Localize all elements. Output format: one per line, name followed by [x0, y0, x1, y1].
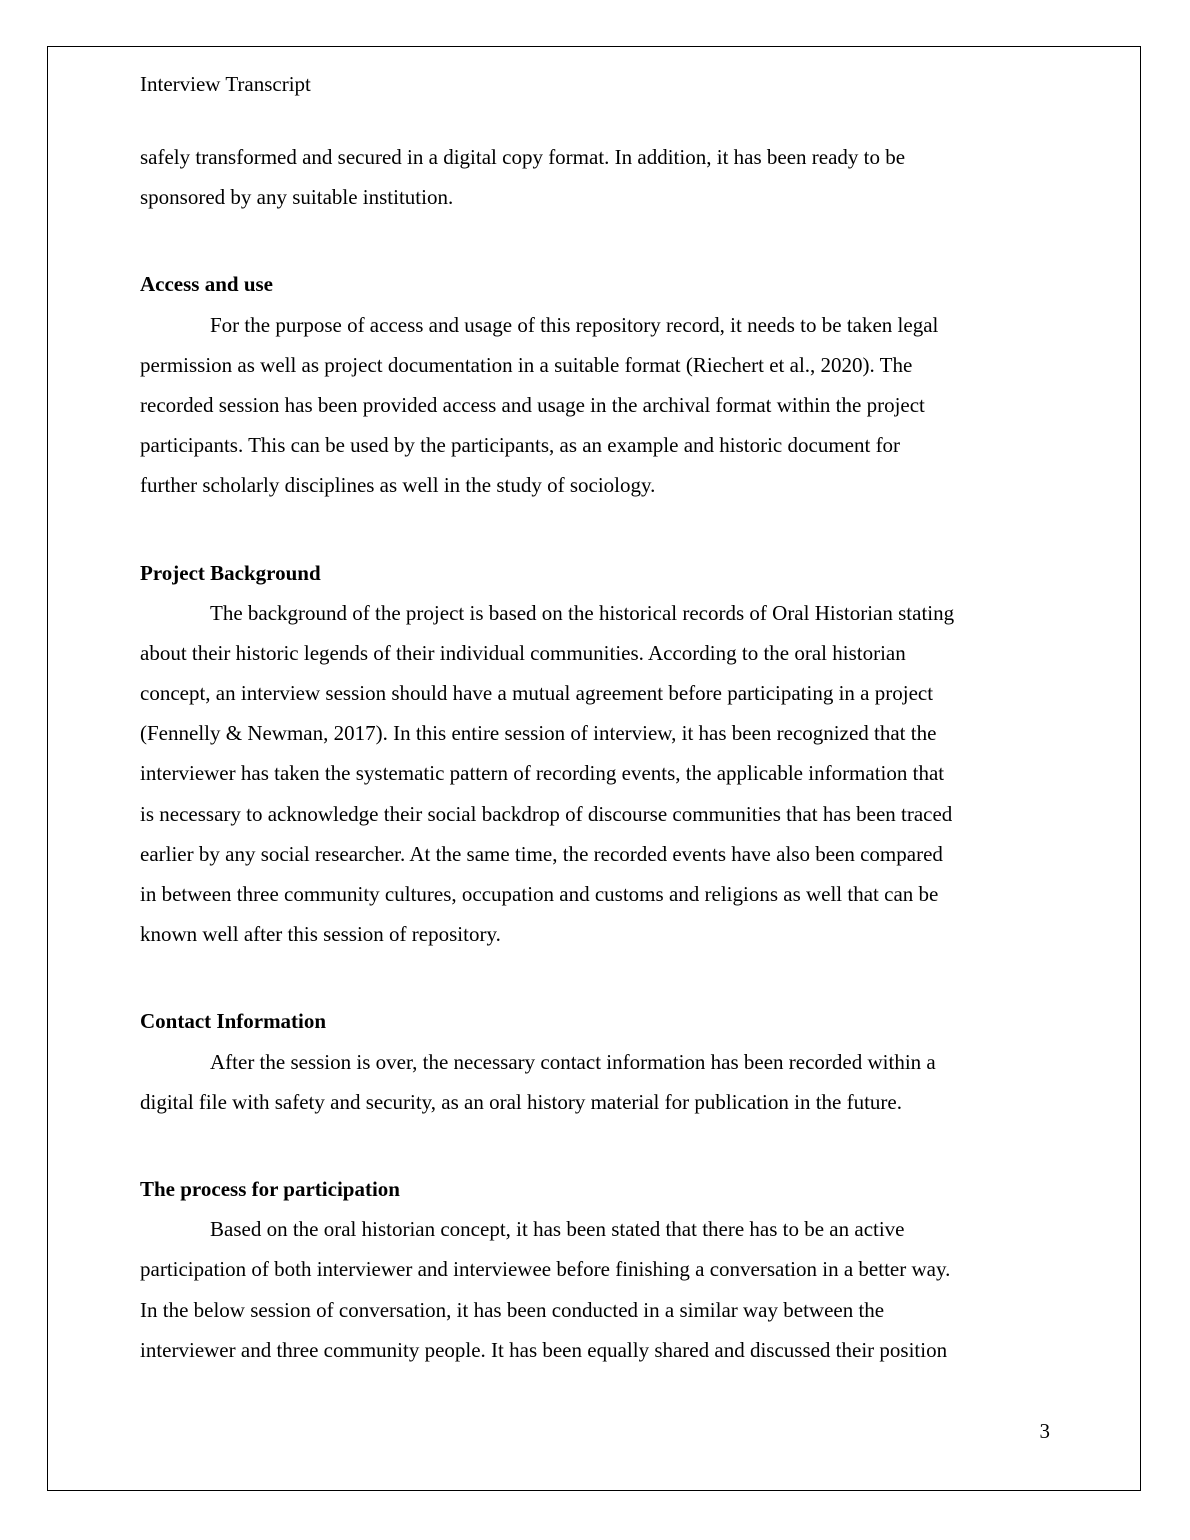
- section-heading: The process for participation: [140, 1176, 400, 1201]
- running-head: Interview Transcript: [140, 72, 311, 96]
- text-line: recorded session has been provided access and usage in the archival format within the project: [140, 392, 925, 417]
- text-line: sponsored by any suitable institution.: [140, 185, 454, 210]
- section-contact-information: [140, 1001, 1050, 1122]
- text-line: permission as well as project documentation in a suitable format (Riechert et al., 2020). The: [140, 352, 913, 377]
- text-line: participation of both interviewer and interviewee before finishing a conversation in a better way.: [140, 1257, 951, 1282]
- section-access-and-use: [140, 264, 1050, 505]
- section-project-background: [140, 553, 1050, 955]
- text-line: The background of the project is based on the historical records of Oral Historian stating: [210, 600, 955, 625]
- text-line: in between three community cultures, occupation and customs and religions as well that can be: [140, 882, 939, 906]
- text-line: (Fennelly & Newman, 2017). In this entire session of interview, it has been recognized that the: [140, 721, 937, 746]
- text-line: is necessary to acknowledge their social backdrop of discourse communities that has been traced: [140, 801, 953, 826]
- text-line: For the purpose of access and usage of this repository record, it needs to be taken legal: [210, 312, 939, 337]
- page-number: 3: [1039, 1419, 1050, 1443]
- document-body: [140, 137, 1050, 1370]
- text-line: digital file with safety and security, as an oral history material for publication in the future.: [140, 1089, 902, 1114]
- text-line: earlier by any social researcher. At the same time, the recorded events have also been compared: [140, 841, 943, 866]
- section-process-for-participation: [140, 1169, 1050, 1370]
- text-line: In the below session of conversation, it has been conducted in a similar way between the: [140, 1297, 885, 1322]
- text-line: interviewer has taken the systematic pattern of recording events, the applicable information that: [140, 761, 945, 786]
- text-line: concept, an interview session should have a mutual agreement before participating in a project: [140, 681, 934, 706]
- text-line: about their historic legends of their individual communities. According to the oral historian: [140, 640, 906, 665]
- text-line: After the session is over, the necessary contact information has been recorded within a: [210, 1049, 936, 1074]
- intro-paragraph: [140, 137, 1050, 217]
- text-line: Based on the oral historian concept, it has been stated that there has to be an active: [210, 1217, 905, 1242]
- text-line: interviewer and three community people. It has been equally shared and discussed their position: [140, 1337, 948, 1362]
- text-line: safely transformed and secured in a digital copy format. In addition, it has been ready to be: [140, 145, 906, 169]
- text-line: participants. This can be used by the participants, as an example and historic document for: [140, 433, 901, 458]
- section-heading: Project Background: [140, 560, 321, 585]
- text-line: known well after this session of repository.: [140, 922, 501, 947]
- section-heading: Access and use: [140, 272, 274, 297]
- section-heading: Contact Information: [140, 1009, 327, 1034]
- text-line: further scholarly disciplines as well in the study of sociology.: [140, 473, 656, 498]
